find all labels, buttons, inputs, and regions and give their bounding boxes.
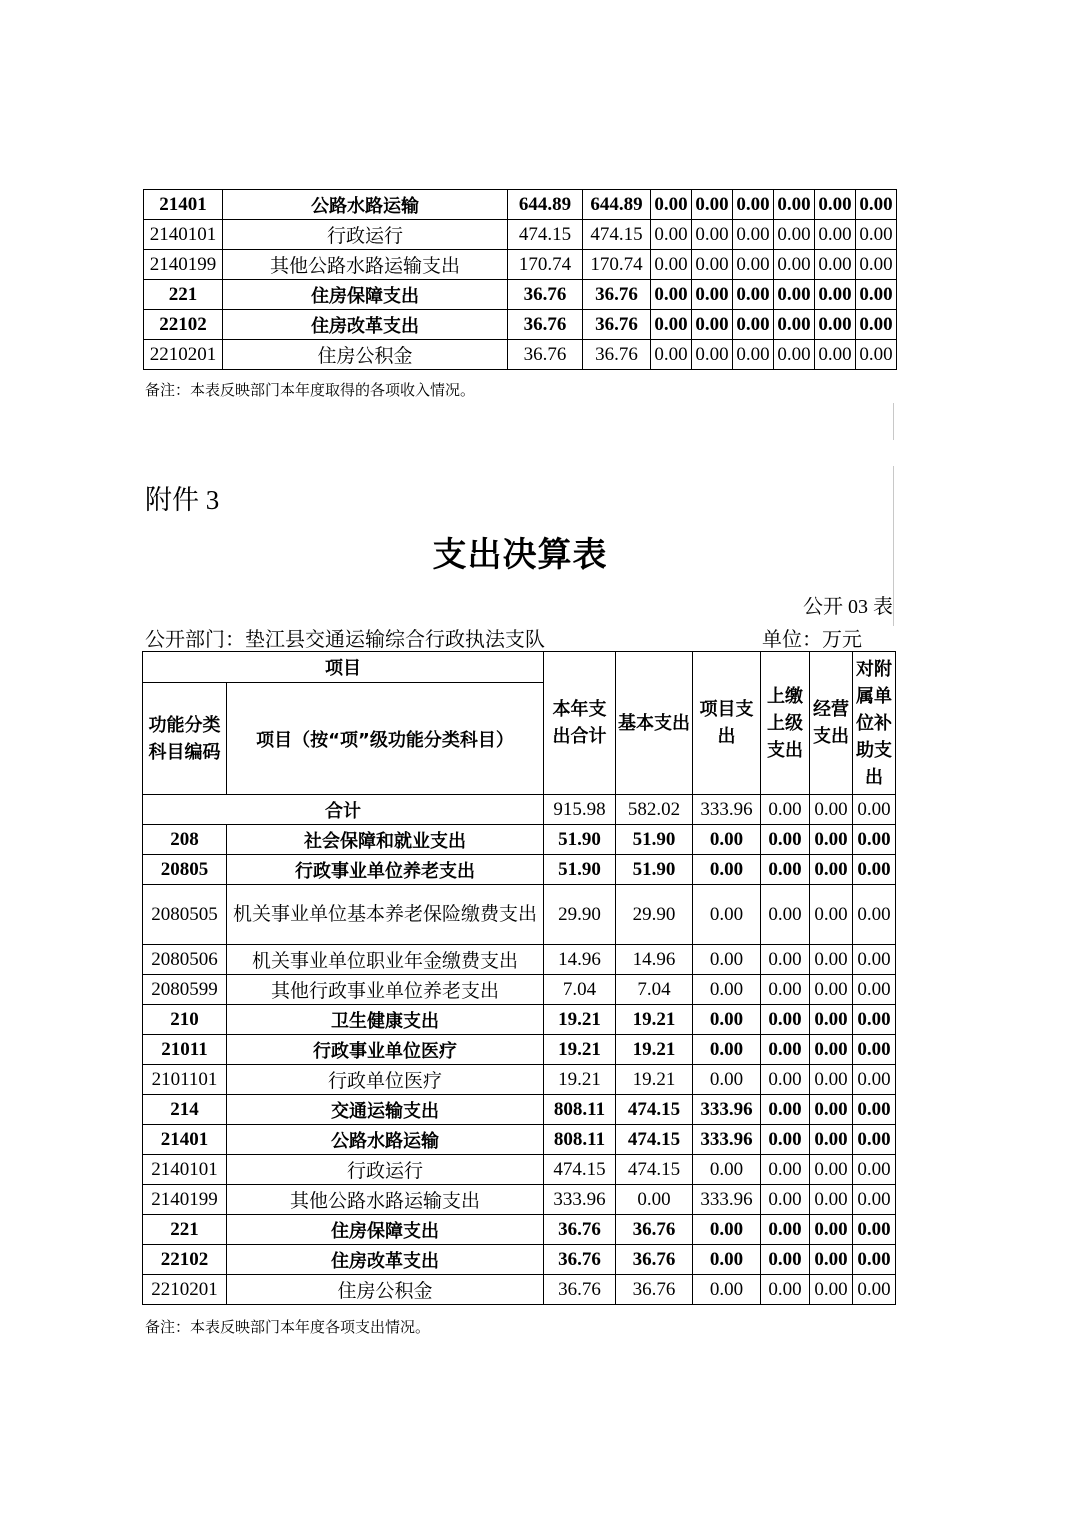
cell-business: 0.00	[810, 1185, 853, 1215]
cell-upper: 0.00	[761, 1245, 810, 1275]
cell-c8: 0.00	[856, 310, 897, 340]
table-row	[143, 1215, 896, 1245]
cell-upper: 0.00	[761, 1035, 810, 1065]
total-label: 合计	[143, 795, 544, 825]
cell-total: 808.11	[544, 1125, 616, 1155]
cell-c6: 0.00	[774, 220, 815, 250]
header-basic: 基本支出	[616, 652, 693, 795]
table-row	[143, 1125, 896, 1155]
cell-upper: 0.00	[761, 825, 810, 855]
cell-c5: 0.00	[733, 220, 774, 250]
table-row	[143, 1245, 896, 1275]
cell-basic: 51.90	[616, 825, 693, 855]
table-row	[143, 1185, 896, 1215]
cell-code: 2140199	[143, 1185, 227, 1215]
cell-name: 行政运行	[227, 1155, 544, 1185]
cell-upper: 0.00	[761, 975, 810, 1005]
table-row	[144, 280, 897, 310]
table-row	[143, 1035, 896, 1065]
cell-basic: 19.21	[616, 1005, 693, 1035]
cell-total: 474.15	[544, 1155, 616, 1185]
cell-proj: 333.96	[693, 1185, 761, 1215]
table-note: 备注：本表反映部门本年度各项支出情况。	[145, 1320, 431, 1336]
cell-c2: 170.74	[583, 250, 651, 280]
cell-upper: 0.00	[761, 1065, 810, 1095]
table-row	[143, 1275, 896, 1305]
cell-c5: 0.00	[733, 340, 774, 370]
cell-upper: 0.00	[761, 1215, 810, 1245]
cell-upper: 0.00	[761, 1155, 810, 1185]
cell-upper: 0.00	[761, 885, 810, 945]
cell-c4: 0.00	[692, 280, 733, 310]
cell-subsidy: 0.00	[853, 1275, 896, 1305]
cell-c6: 0.00	[774, 250, 815, 280]
cell-business: 0.00	[810, 795, 853, 825]
cell-subsidy: 0.00	[853, 1035, 896, 1065]
cell-proj: 0.00	[693, 1245, 761, 1275]
cell-proj: 0.00	[693, 1005, 761, 1035]
cell-c1: 644.89	[508, 190, 583, 220]
cell-c4: 0.00	[692, 340, 733, 370]
cell-c5: 0.00	[733, 280, 774, 310]
cell-business: 0.00	[810, 1155, 853, 1185]
cell-c7: 0.00	[815, 310, 856, 340]
cell-code: 2080506	[143, 945, 227, 975]
cell-basic: 0.00	[616, 1185, 693, 1215]
cell-subsidy: 0.00	[853, 1005, 896, 1035]
cell-proj: 0.00	[693, 975, 761, 1005]
cell-c6: 0.00	[774, 310, 815, 340]
table-row	[143, 825, 896, 855]
header-upper: 上缴上级支出	[761, 652, 810, 795]
cell-code: 2080505	[143, 885, 227, 945]
cell-proj: 0.00	[693, 1035, 761, 1065]
table-row	[143, 1095, 896, 1125]
cell-c2: 36.76	[583, 280, 651, 310]
cell-name: 其他行政事业单位养老支出	[227, 975, 544, 1005]
cell-c5: 0.00	[733, 250, 774, 280]
cell-basic: 36.76	[616, 1275, 693, 1305]
cell-code: 2210201	[143, 1275, 227, 1305]
cell-proj: 0.00	[693, 1155, 761, 1185]
cell-proj: 0.00	[693, 1275, 761, 1305]
cell-total: 7.04	[544, 975, 616, 1005]
cell-business: 0.00	[810, 885, 853, 945]
cell-subsidy: 0.00	[853, 1095, 896, 1125]
cell-code: 2140101	[143, 1155, 227, 1185]
table-row	[143, 975, 896, 1005]
cell-c4: 0.00	[692, 220, 733, 250]
cell-basic: 474.15	[616, 1095, 693, 1125]
prev-income-table	[143, 189, 897, 370]
cell-proj: 0.00	[693, 945, 761, 975]
cell-subsidy: 0.00	[853, 1185, 896, 1215]
cell-c3: 0.00	[651, 250, 692, 280]
cell-c7: 0.00	[815, 220, 856, 250]
cell-basic: 19.21	[616, 1065, 693, 1095]
cell-subsidy: 0.00	[853, 1155, 896, 1185]
cell-code: 20805	[143, 855, 227, 885]
unit-label: 单位：万元	[762, 629, 862, 651]
header-code: 功能分类科目编码	[143, 683, 227, 795]
cell-basic: 7.04	[616, 975, 693, 1005]
cell-business: 0.00	[810, 1005, 853, 1035]
cell-c8: 0.00	[856, 340, 897, 370]
cell-proj: 0.00	[693, 1215, 761, 1245]
cell-c2: 36.76	[583, 310, 651, 340]
table-row	[144, 220, 897, 250]
cell-code: 2101101	[143, 1065, 227, 1095]
cell-code: 21011	[143, 1035, 227, 1065]
cell-c5: 0.00	[733, 310, 774, 340]
cell-c8: 0.00	[856, 250, 897, 280]
cell-code: 22102	[144, 310, 223, 340]
attachment-word: 附件	[145, 485, 199, 516]
cell-subsidy: 0.00	[853, 1215, 896, 1245]
cell-proj: 0.00	[693, 855, 761, 885]
cell-c1: 36.76	[508, 340, 583, 370]
cell-basic: 474.15	[616, 1125, 693, 1155]
cell-c6: 0.00	[774, 340, 815, 370]
prev-table-body	[144, 190, 897, 370]
cell-upper: 0.00	[761, 1125, 810, 1155]
cell-subsidy: 0.00	[853, 855, 896, 885]
cell-basic: 36.76	[616, 1245, 693, 1275]
table-row	[144, 340, 897, 370]
cell-business: 0.00	[810, 1125, 853, 1155]
cell-total: 36.76	[544, 1215, 616, 1245]
cell-code: 210	[143, 1005, 227, 1035]
cell-name: 行政事业单位医疗	[227, 1035, 544, 1065]
cell-name: 其他公路水路运输支出	[227, 1185, 544, 1215]
cell-business: 0.00	[810, 1275, 853, 1305]
cell-subsidy: 0.00	[853, 1245, 896, 1275]
header-name: 项目（按“项”级功能分类科目）	[227, 683, 544, 795]
cell-code: 22102	[143, 1245, 227, 1275]
cell-upper: 0.00	[761, 795, 810, 825]
cell-c1: 474.15	[508, 220, 583, 250]
cell-name: 机关事业单位职业年金缴费支出	[227, 945, 544, 975]
attachment-number: 3	[205, 485, 220, 515]
header-total: 本年支出合计	[544, 652, 616, 795]
cell-c6: 0.00	[774, 190, 815, 220]
cell-c7: 0.00	[815, 340, 856, 370]
header-project-exp: 项目支出	[693, 652, 761, 795]
cell-name: 公路水路运输	[223, 190, 508, 220]
cell-business: 0.00	[810, 1095, 853, 1125]
department-label: 公开部门：垫江县交通运输综合行政执法支队	[145, 629, 545, 651]
cell-c3: 0.00	[651, 280, 692, 310]
cell-c3: 0.00	[651, 220, 692, 250]
table-row	[143, 885, 896, 945]
header-project: 项目	[143, 652, 544, 683]
cell-name: 公路水路运输	[227, 1125, 544, 1155]
cell-code: 214	[143, 1095, 227, 1125]
cell-business: 0.00	[810, 945, 853, 975]
cell-total: 51.90	[544, 855, 616, 885]
cell-proj: 333.96	[693, 1125, 761, 1155]
cell-name: 住房公积金	[227, 1275, 544, 1305]
cell-c6: 0.00	[774, 280, 815, 310]
cell-c7: 0.00	[815, 280, 856, 310]
cell-total: 915.98	[544, 795, 616, 825]
cell-subsidy: 0.00	[853, 1065, 896, 1095]
cell-subsidy: 0.00	[853, 975, 896, 1005]
cell-code: 2140199	[144, 250, 223, 280]
cell-c2: 644.89	[583, 190, 651, 220]
cell-project: 333.96	[693, 795, 761, 825]
cell-business: 0.00	[810, 1035, 853, 1065]
cell-c3: 0.00	[651, 340, 692, 370]
table-row	[144, 190, 897, 220]
cell-business: 0.00	[810, 1065, 853, 1095]
expenditure-table	[142, 651, 896, 1305]
cell-total: 19.21	[544, 1035, 616, 1065]
cell-basic: 51.90	[616, 855, 693, 885]
cell-business: 0.00	[810, 825, 853, 855]
cell-c3: 0.00	[651, 310, 692, 340]
table-number: 公开 03 表	[803, 596, 893, 618]
table-row	[143, 1155, 896, 1185]
table-row	[143, 1065, 896, 1095]
cell-c1: 36.76	[508, 310, 583, 340]
page-edge-line	[893, 403, 894, 440]
cell-c8: 0.00	[856, 190, 897, 220]
cell-total: 19.21	[544, 1005, 616, 1035]
cell-total: 29.90	[544, 885, 616, 945]
cell-proj: 333.96	[693, 1095, 761, 1125]
cell-upper: 0.00	[761, 1005, 810, 1035]
total-row	[143, 795, 896, 825]
cell-name: 社会保障和就业支出	[227, 825, 544, 855]
cell-name: 卫生健康支出	[227, 1005, 544, 1035]
cell-code: 2210201	[144, 340, 223, 370]
table-body	[143, 795, 896, 1305]
cell-basic: 19.21	[616, 1035, 693, 1065]
prev-table-note: 备注：本表反映部门本年度取得的各项收入情况。	[145, 383, 476, 399]
cell-total: 51.90	[544, 825, 616, 855]
cell-c3: 0.00	[651, 190, 692, 220]
cell-business: 0.00	[810, 1245, 853, 1275]
cell-c1: 36.76	[508, 280, 583, 310]
cell-c4: 0.00	[692, 250, 733, 280]
header-business: 经营支出	[810, 652, 853, 795]
cell-upper: 0.00	[761, 1185, 810, 1215]
cell-c2: 36.76	[583, 340, 651, 370]
table-row	[143, 1005, 896, 1035]
table-row	[143, 855, 896, 885]
cell-c7: 0.00	[815, 190, 856, 220]
cell-business: 0.00	[810, 855, 853, 885]
cell-total: 14.96	[544, 945, 616, 975]
cell-c7: 0.00	[815, 250, 856, 280]
cell-c1: 170.74	[508, 250, 583, 280]
table-row	[144, 250, 897, 280]
cell-basic: 36.76	[616, 1215, 693, 1245]
cell-name: 住房保障支出	[223, 280, 508, 310]
cell-total: 36.76	[544, 1245, 616, 1275]
cell-name: 行政单位医疗	[227, 1065, 544, 1095]
cell-subsidy: 0.00	[853, 945, 896, 975]
cell-upper: 0.00	[761, 945, 810, 975]
cell-basic: 582.02	[616, 795, 693, 825]
cell-c4: 0.00	[692, 310, 733, 340]
cell-c8: 0.00	[856, 220, 897, 250]
cell-code: 21401	[143, 1125, 227, 1155]
cell-code: 221	[143, 1215, 227, 1245]
cell-proj: 0.00	[693, 1065, 761, 1095]
cell-name: 住房保障支出	[227, 1215, 544, 1245]
cell-business: 0.00	[810, 1215, 853, 1245]
cell-name: 行政运行	[223, 220, 508, 250]
cell-upper: 0.00	[761, 1095, 810, 1125]
cell-code: 221	[144, 280, 223, 310]
cell-name: 住房改革支出	[227, 1245, 544, 1275]
cell-proj: 0.00	[693, 885, 761, 945]
cell-c5: 0.00	[733, 190, 774, 220]
cell-subsidy: 0.00	[853, 795, 896, 825]
cell-name: 机关事业单位基本养老保险缴费支出	[227, 885, 544, 945]
cell-code: 21401	[144, 190, 223, 220]
cell-code: 2140101	[144, 220, 223, 250]
cell-c8: 0.00	[856, 280, 897, 310]
cell-basic: 474.15	[616, 1155, 693, 1185]
cell-name: 住房改革支出	[223, 310, 508, 340]
table-row	[144, 310, 897, 340]
cell-basic: 14.96	[616, 945, 693, 975]
cell-name: 行政事业单位养老支出	[227, 855, 544, 885]
cell-name: 其他公路水路运输支出	[223, 250, 508, 280]
cell-name: 交通运输支出	[227, 1095, 544, 1125]
cell-basic: 29.90	[616, 885, 693, 945]
cell-business: 0.00	[810, 975, 853, 1005]
cell-total: 333.96	[544, 1185, 616, 1215]
cell-upper: 0.00	[761, 1275, 810, 1305]
table-header	[143, 652, 896, 795]
cell-subsidy: 0.00	[853, 825, 896, 855]
attachment-label	[145, 478, 219, 517]
cell-subsidy: 0.00	[853, 885, 896, 945]
cell-upper: 0.00	[761, 855, 810, 885]
cell-subsidy: 0.00	[853, 1125, 896, 1155]
cell-total: 808.11	[544, 1095, 616, 1125]
cell-c4: 0.00	[692, 190, 733, 220]
cell-proj: 0.00	[693, 825, 761, 855]
cell-total: 36.76	[544, 1275, 616, 1305]
cell-name: 住房公积金	[223, 340, 508, 370]
cell-code: 2080599	[143, 975, 227, 1005]
header-subsidy: 对附属单位补助支出	[853, 652, 896, 795]
page-title: 支出决算表	[432, 535, 608, 575]
cell-code: 208	[143, 825, 227, 855]
cell-total: 19.21	[544, 1065, 616, 1095]
cell-c2: 474.15	[583, 220, 651, 250]
table-row	[143, 945, 896, 975]
